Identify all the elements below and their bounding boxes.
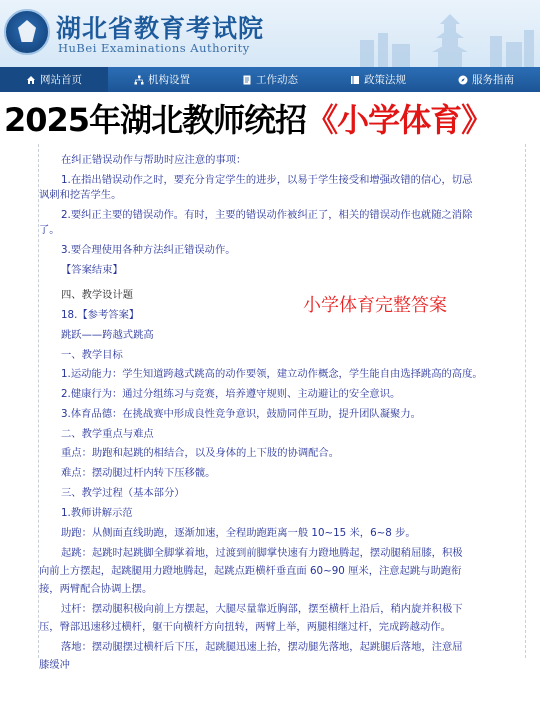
nav-item-service[interactable] <box>432 67 540 92</box>
home-icon <box>26 75 36 85</box>
doc-line: 落地：摆动腿摆过横杆后下压，起跳腿迅速上抬，摆动腿先落地，起跳腿后落地，注意屈 <box>61 641 463 653</box>
doc-line: 讽刺和挖苦学生。 <box>39 189 122 201</box>
doc-line: 【答案结束】 <box>61 264 123 276</box>
doc-line: 跳跃——跨越式跳高 <box>61 329 154 341</box>
nav-label-policy: 政策法规 <box>364 74 406 86</box>
exam-authority-logo[interactable] <box>4 9 50 55</box>
doc-line: 二、教学重点与难点 <box>61 428 154 440</box>
complete-answer-stamp: 小学体育完整答案 <box>303 295 447 316</box>
site-subtitle: HuBei Examinations Authority <box>58 41 250 55</box>
compass-icon <box>458 75 468 85</box>
doc-line: 了。 <box>39 224 60 236</box>
nav-item-home[interactable] <box>0 67 108 92</box>
title-banner <box>0 92 540 144</box>
doc-line: 3.体育品德：在挑战赛中形成良性竞争意识，鼓励同伴互助，提升团队凝聚力。 <box>61 408 421 420</box>
nav-item-news[interactable] <box>216 67 324 92</box>
book-icon <box>350 75 360 85</box>
banner-title: 2025年湖北教师统招 <box>4 101 307 139</box>
answer-document <box>38 144 526 671</box>
banner-subject: 《小学体育》 <box>306 101 493 139</box>
doc-line: 三、教学过程（基本部分） <box>61 487 185 499</box>
doc-line: 向前上方摆起，起跳腿用力蹬地腾起，起跳点距横杆垂直面 60~90 厘米，注意起跳与助跑衔 <box>39 565 462 577</box>
doc-line: 18.【参考答案】 <box>61 309 140 321</box>
site-header <box>0 0 540 67</box>
doc-line: 难点：摆动腿过杆内转下压移髋。 <box>61 467 216 479</box>
document-icon <box>242 75 252 85</box>
main-nav <box>0 67 540 92</box>
doc-heading: 四、教学设计题 <box>61 289 134 301</box>
nav-label-home: 网站首页 <box>40 74 82 86</box>
doc-line: 1.在指出错误动作之时，要充分肯定学生的进步，以易于学生接受和增强改错的信心，切忌 <box>61 174 473 186</box>
doc-line: 起跳：起跳时起跳脚全脚掌着地，过渡到前脚掌快速有力蹬地腾起，摆动腿稍屈膝，积极 <box>61 547 463 559</box>
doc-line: 压，臀部迅速移过横杆，躯干向横杆方向扭转，两臂上举，两腿相继过杆，完成跨越动作。 <box>39 621 451 633</box>
doc-line: 3.要合理使用各种方法纠正错误动作。 <box>61 244 236 256</box>
doc-line: 在纠正错误动作与帮助时应注意的事项： <box>61 154 247 166</box>
nav-label-service: 服务指南 <box>472 74 514 86</box>
doc-line: 2.健康行为：通过分组练习与竞赛，培养遵守规则、主动避让的安全意识。 <box>61 388 401 400</box>
doc-line: 一、教学目标 <box>61 349 123 361</box>
doc-line: 2.要纠正主要的错误动作。有时，主要的错误动作被纠正了，相关的错误动作也就随之消除 <box>61 209 473 221</box>
doc-line: 1.运动能力：学生知道跨越式跳高的动作要领，建立动作概念，学生能自由选择跳高的高度。 <box>61 368 483 380</box>
doc-line: 助跑：从侧面直线助跑，逐渐加速，全程助跑距离一般 10~15 米，6~8 步。 <box>61 527 416 539</box>
org-chart-icon <box>134 75 144 85</box>
doc-line: 1.教师讲解示范 <box>61 507 133 519</box>
nav-item-organization[interactable] <box>108 67 216 92</box>
doc-line: 接，两臂配合协调上摆。 <box>39 583 153 595</box>
nav-item-policy[interactable] <box>324 67 432 92</box>
nav-label-news: 工作动态 <box>256 74 298 86</box>
doc-line: 重点：助跑和起跳的相结合，以及身体的上下肢的协调配合。 <box>61 447 340 459</box>
site-title: 湖北省教育考试院 <box>56 14 265 43</box>
yellow-crane-tower-skyline-icon <box>340 0 540 67</box>
doc-line: 膝缓冲 <box>39 659 70 671</box>
logo-emblem-icon <box>18 20 36 42</box>
doc-line: 过杆：摆动腿积极向前上方摆起，大腿尽量靠近胸部，摆至横杆上沿后，稍内旋并积极下 <box>61 603 463 615</box>
nav-label-organization: 机构设置 <box>148 74 190 86</box>
